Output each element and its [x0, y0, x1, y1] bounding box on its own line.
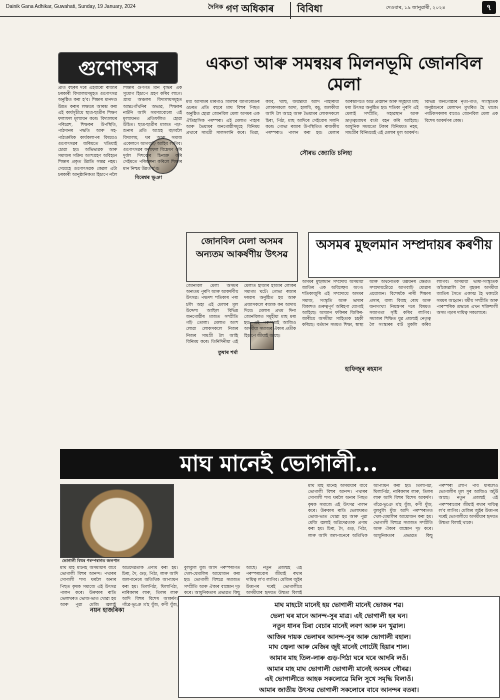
logo-text: গণ অধিকাৰ — [225, 4, 274, 15]
bhogali-poem-box — [178, 596, 500, 698]
section-title: বিবিধা — [290, 2, 322, 19]
gunotsav-body: প্ৰতি বছৰৰ দৰে এইবাৰো ৰাজ্যৰ চৰকাৰী বিদ্যালয়সমূহত গুণোৎসৱ অনুষ্ঠিত কৰা হ'ব। শিক্ষাৰ মানদণ্ড উন্নত কৰাৰ লক্ষ্যৰে আৰম্ভ কৰা এই কাৰ্যসূচীয়ে ছাত্ৰ-ছাত্ৰীৰ শিক্ষণ ফলাফল মূল্যায়ন কৰে। বিদ্যালয়ৰ পৰিৱেশ, শিক্ষকৰ উপস্থিতি, পাঠদানৰ পদ্ধতি আৰু সহ-পাঠ্যক্ৰমিক কাৰ্যকলাপৰ বিষয়েও গুণোৎসৱৰ জৰিয়তে খতিয়াই চোৱা হয়। অভিভাৱক আৰু সমাজৰ সক্ৰিয় অংশগ্ৰহণ অবিহনে শিক্ষাৰ প্ৰকৃত উন্নতি সম্ভৱ নহয়। সেয়েহে গুণোৎসৱক কেৱল এটা চৰকাৰী আনুষ্ঠানিকতা হিচাপে নলৈ শিক্ষাৰ গুণগত মান বৃদ্ধিৰ এক সুযোগ হিচাপে গ্ৰহণ কৰিব লাগে। গ্ৰাম্য অঞ্চলৰ বিদ্যালয়সমূহত আন্তঃগাঁথনিৰ অভাৱ, শিক্ষকৰ নাটনি আদি সমস্যাবোৰো এই মূল্যায়নত প্ৰতিফলিত হোৱা উচিত। ছাত্ৰ-ছাত্ৰীৰ মাজত পঢ়া-শুনাৰ প্ৰতি আগ্ৰহ বঢ়াবলৈ বিদ্যালয়, ঘৰ আৰু সমাজ একেলগে আগবাঢ়ি আহিব লাগিব। গুণোৎসৱৰ ফলাফল বিশ্লেষণ কৰি দুৰ্বল দিশবোৰ চিনাক্ত কৰি সেইমতে পৰিকল্পনা কৰিলে শিক্ষাৰ মান নিশ্চয় উন্নত হ'ব। — [58, 86, 182, 178]
muslim-title: অসমৰ মুছলমান সম্প্ৰদায়ৰ কৰণীয় — [315, 238, 493, 253]
bhogali-body-right: মাঘ মাহ মানেই অসমীয়াৰ বাবে ভোগালী বিহুৰ আনন্দ। পথাৰৰ সোণালী শস্য ঘৰলৈ অনাৰ পিছত কৃষক সমাজে এই উৎসৱ পালন কৰে। উৰুকাৰ ৰাতি ভেলাঘৰত ভোজ-ভাত খোৱা হয় আৰু পুৱা মেজি জ্বলাই অগ্নিদেৱতাক প্ৰণাম কৰা হয়। চিৰা, দৈ, গুড়, পিঠা, লাৰু আদি জলপানেৰে অতিথিক আপ্যায়ন কৰা হয়। তিলপিঠা, ঘিলাপিঠা, নাৰিকলৰ লাৰু, তিলৰ লাৰু আদি বিহুৰ বিশেষ আকৰ্ষণ। গাঁৱে-ভূঞে ম'হ যুঁজ, কণী যুঁজ, বুলবুলি যুঁজ আদি পৰম্পৰাগত খেল-ধেমালিৰ আয়োজন কৰা হয়। ভোগালী বিহুৱে সমাজত সম্প্ৰীতি আৰু ঐক্যৰ বান্ধোন দৃঢ় কৰে। আধুনিকতাৰ প্ৰভাৱত কিছু পৰম্পৰা লোপ পাব ধৰিলেও ভোগালীৰ মূল সুৰ আজিও অটুট আছে। নতুন প্ৰজন্মই এই পৰম্পৰাবোৰ জীয়াই ৰখাৰ দায়িত্ব ল'ব লাগিব। মেজিৰ জুইৰ উত্তাপৰ দৰেই ভোগালীয়ে অসমীয়াৰ হৃদয়ত উষ্মতা বিলাই থাকে। — [308, 484, 498, 539]
bhogali-poem — [179, 597, 499, 698]
page-number: ৭ — [482, 1, 496, 14]
jonbeel-title-box — [190, 54, 498, 96]
bhogali-photo — [60, 484, 174, 558]
masthead-date: দেওবাৰ, ১৯ জানুৱাৰী, ২০২৪ — [386, 5, 446, 11]
newspaper-logo — [208, 2, 274, 19]
poem-line: মাঘ জ্বেলা আৰু মেজিৰ জুই মানেই গোটেই হিয়াৰ শাল। — [268, 643, 410, 652]
jonbeel2-title: জোনবিল মেলা অসমৰ অন্যতম আকৰ্ষণীয় উৎসৱ — [196, 237, 288, 260]
muslim-body: অসমৰ মুছলমান সম্প্ৰদায় অসমীয়া জাতিৰ এক অবিচ্ছেদ্য অংগ। শতিকাজুৰি এই সম্প্ৰদায়ে অসমৰ সমাজ, সংস্কৃতি আৰু ভাষাৰ বিকাশত গুৰুত্বপূৰ্ণ অৰিহণা যোগাই আহিছে। আজান ফকিৰৰ জিকিৰ-জাৰীয়ে অসমীয়া সাহিত্যক চহকী কৰিছে। বৰ্তমান সময়ত শিক্ষা, স্বাস্থ্য আৰু অৰ্থনৈতিক উন্নয়নৰ ক্ষেত্ৰত সম্প্ৰদায়টোৱে আগবাঢ়ি যোৱাৰ প্ৰয়োজন। বিশেষকৈ নাৰী শিক্ষাৰ প্ৰসাৰ, বাল্য বিবাহ ৰোধ আৰু জনসংখ্যা নিয়ন্ত্ৰণৰ দৰে বিষয়ত সজাগতা সৃষ্টি কৰিব লাগিব। সমাজৰ শিক্ষিত যুৱ প্ৰজন্মই নেতৃত্ব লৈ সংস্কাৰৰ বাট মুকলি কৰিব লাগিব। অসমীয়া ভাষা-সংস্কৃতিক আঁকোৱালি লৈ বৃহত্তৰ অসমীয়া জাতিৰ সৈতে একাত্ম হৈ থকাটো সময়ৰ আহ্বান। ধৰ্মীয় সম্প্ৰীতি আৰু পাৰস্পৰিক শ্ৰদ্ধাৰে এখন শক্তিশালী অসম গঢ়াৰ দায়িত্ব সকলোৰে। — [302, 280, 498, 329]
bhogali-title: মাঘ মানেই ভোগালী... — [180, 451, 378, 477]
poem-line: আমাৰ জাতীয় উৎসৱ ভোগালী সকলোৰে বাবে আনন্দৰ বতৰা। — [259, 685, 419, 694]
poem-line: এই ভোগালীতে আহক সকলোৱে মিলি সুখে সমৃদ্ধি বিলাওঁ। — [264, 675, 414, 684]
jonbeel-title: একতা আৰু সমন্বয়ৰ মিলনভূমি জোনবিল মেলা — [205, 54, 483, 95]
bhogali-body: মাঘ মাহ মানেই অসমীয়াৰ বাবে ভোগালী বিহুৰ আনন্দ। পথাৰৰ সোণালী শস্য ঘৰলৈ অনাৰ পিছত কৃষক সমাজে এই উৎসৱ পালন কৰে। উৰুকাৰ ৰাতি ভেলাঘৰত ভোজ-ভাত খোৱা হয় আৰু পুৱা মেজি জ্বলাই অগ্নিদেৱতাক প্ৰণাম কৰা হয়। চিৰা, দৈ, গুড়, পিঠা, লাৰু আদি জলপানেৰে অতিথিক আপ্যায়ন কৰা হয়। তিলপিঠা, ঘিলাপিঠা, নাৰিকলৰ লাৰু, তিলৰ লাৰু আদি বিহুৰ বিশেষ আকৰ্ষণ। গাঁৱে-ভূঞে ম'হ যুঁজ, কণী যুঁজ, বুলবুলি যুঁজ আদি পৰম্পৰাগত খেল-ধেমালিৰ আয়োজন কৰা হয়। ভোগালী বিহুৱে সমাজত সম্প্ৰীতি আৰু ঐক্যৰ বান্ধোন দৃঢ় কৰে। আধুনিকতাৰ প্ৰভাৱত কিছু আছে। নতুন প্ৰজন্মই এই পৰম্পৰাবোৰ জীয়াই ৰখাৰ দায়িত্ব ল'ব লাগিব। মেজিৰ জুইৰ উত্তাপৰ দৰেই ভোগালীয়ে অসমীয়াৰ হৃদয়ত উষ্মতা বিলাই — [60, 566, 302, 609]
poem-line: নতুন ধানৰ চিৰা বেচাৰ মানেই লবণ আৰু মন খুৱাল। — [272, 622, 406, 631]
masthead-english-line: Dainik Gana Adhikar, Guwahati, Sunday, 19 January, 2024 — [6, 4, 136, 10]
jonbeel2-author: তুষাৰ শৰ্মা — [218, 350, 238, 356]
jonbeel2-title-box — [186, 232, 298, 282]
poem-line: আমাৰ মাহ তিল-লাৰু গুড়-পিঠা ঘৰে ঘৰে আদৰি লওঁ। — [269, 653, 409, 662]
muslim-title-box — [308, 232, 500, 278]
poem-line: মাঘ মাহটো মানেই হয় ভোগালী মানেই ভোজৰ শৱ। — [274, 601, 404, 609]
gunotsav-title-box — [58, 52, 178, 84]
logo-prefix: দৈনিক — [208, 5, 224, 11]
muslim-author: হাফিজুৰ ৰহমান — [345, 366, 383, 373]
poem-line: ভেলা ঘৰ মানে আনন্দ-সুৰ মাত্ৰ। এই ভোগালী হৰ ঘন। — [270, 611, 408, 620]
bhogali-title-bar — [60, 449, 498, 479]
bhogali-author: নয়ন হাজৰিকা — [90, 607, 125, 614]
gunotsav-author: বিৰেশ্বৰ ভূঞা — [135, 175, 162, 181]
masthead — [0, 0, 500, 17]
jonbeel2-body: জোনবিল মেলা অসমৰ অন্যতম পুৰণি আৰু আকৰ্ষণীয় উৎসৱ। পঞ্চদশ শতিকাৰ পৰা চলি অহা এই মেলাৰ মূল উদ্দেশ্য আছিল বিভিন্ন জনগোষ্ঠীৰ মাজত সম্প্ৰীতি গঢ়ি তোলা। মেলাত অংশ লোৱা লোকসকলে নিজৰ নিজৰ সামগ্ৰী লৈ আহি বিনিময় কৰে। তিনিদিনীয়া এই মেলাত হাজাৰ হাজাৰ লোকৰ সমাগম ঘটে। গোভা ৰজাৰ দৰবাৰ অনুষ্ঠিত হয় আৰু প্ৰজাসকলে ৰজাক কৰ আদায় দিয়ে। মেলাৰ প্ৰথম দিনা জোনবিলত সমূহীয়া মাছ মৰা হয়। এই পৰম্পৰাই আজিও অসমীয়া সমাজৰ ঐক্যৰ প্ৰতীক হিচাপে জীয়াই আছে। — [186, 284, 296, 345]
poem-line: আজিৰ দায়ক ভেলাঘৰ আনন্দ-সুৰ আৰু ভোগালী বহাল। — [267, 632, 411, 641]
jonbeel-body: মধ্য আসামৰ মৰিগাঁও জিলাৰ জাগীৰোডৰ ওচৰত প্ৰতি বছৰে মাঘ বিহুৰ পিছত অনুষ্ঠিত হোৱা জোনবিল মেলা অসমৰ এক ঐতিহাসিক পৰম্পৰা। এই মেলাত পাহাৰ আৰু ভৈয়ামৰ জনগোষ্ঠীসমূহে বিনিময় প্ৰথাৰে সামগ্ৰী সালসলনি কৰে। তিৱা, কাৰ্বি, খাছি, জয়ন্তীয়া আদি পাহাৰীয়া লোকসকলে আদা, হালধি, কচু, জলকীয়া আদি লৈ আহে আৰু ভৈয়ামৰ লোকসকলে চিৰা, পিঠা, মাছ আদিৰে সেইবোৰ সলনি কৰে। গোভা ৰজাৰ উপস্থিতিত ৰাজকীয় পৰম্পৰাও পালন কৰা হয়। মেলাৰ আৰম্ভণিতে অগ্নি প্ৰজ্বলন আৰু সমূহীয়া মাছ ধৰা উৎসৱ অনুষ্ঠিত হয়। শতিকা পুৰণি এই মেলাই সম্প্ৰীতি, সহাৱস্থান আৰু ভ্ৰাতৃত্ববোধৰ বাৰ্তা বহন কৰি আহিছে। আধুনিক সময়তো টকাৰ বিনিময়ত নহয়, সামগ্ৰীৰ বিনিময়েই এই মেলাৰ মূল আকৰ্ষণ। বিভিন্ন জনগোষ্ঠীৰ নৃত্য-গীত, সাংস্কৃতিক অনুষ্ঠানেৰে মেলাখন মুখৰিত হৈ থাকে। পৰ্যটকসকলৰ বাবেও জোনবিল মেলা এক বিশেষ আকৰ্ষণৰ কেন্দ্ৰ। — [186, 100, 498, 137]
bhogali-photo-caption: ভোগালী বিহুৰ পৰম্পৰাগত জলপান — [62, 558, 120, 563]
gunotsav-title: গুণোৎসৱ — [78, 56, 158, 80]
jonbeel-author: সৌৰভ জ্যোতি চলিহা — [300, 150, 352, 157]
poem-line: আমাৰ মাহ মাঘ ভোগালী ভোগালী মানেই অসমৰ গৌৰৱ। — [266, 664, 412, 673]
